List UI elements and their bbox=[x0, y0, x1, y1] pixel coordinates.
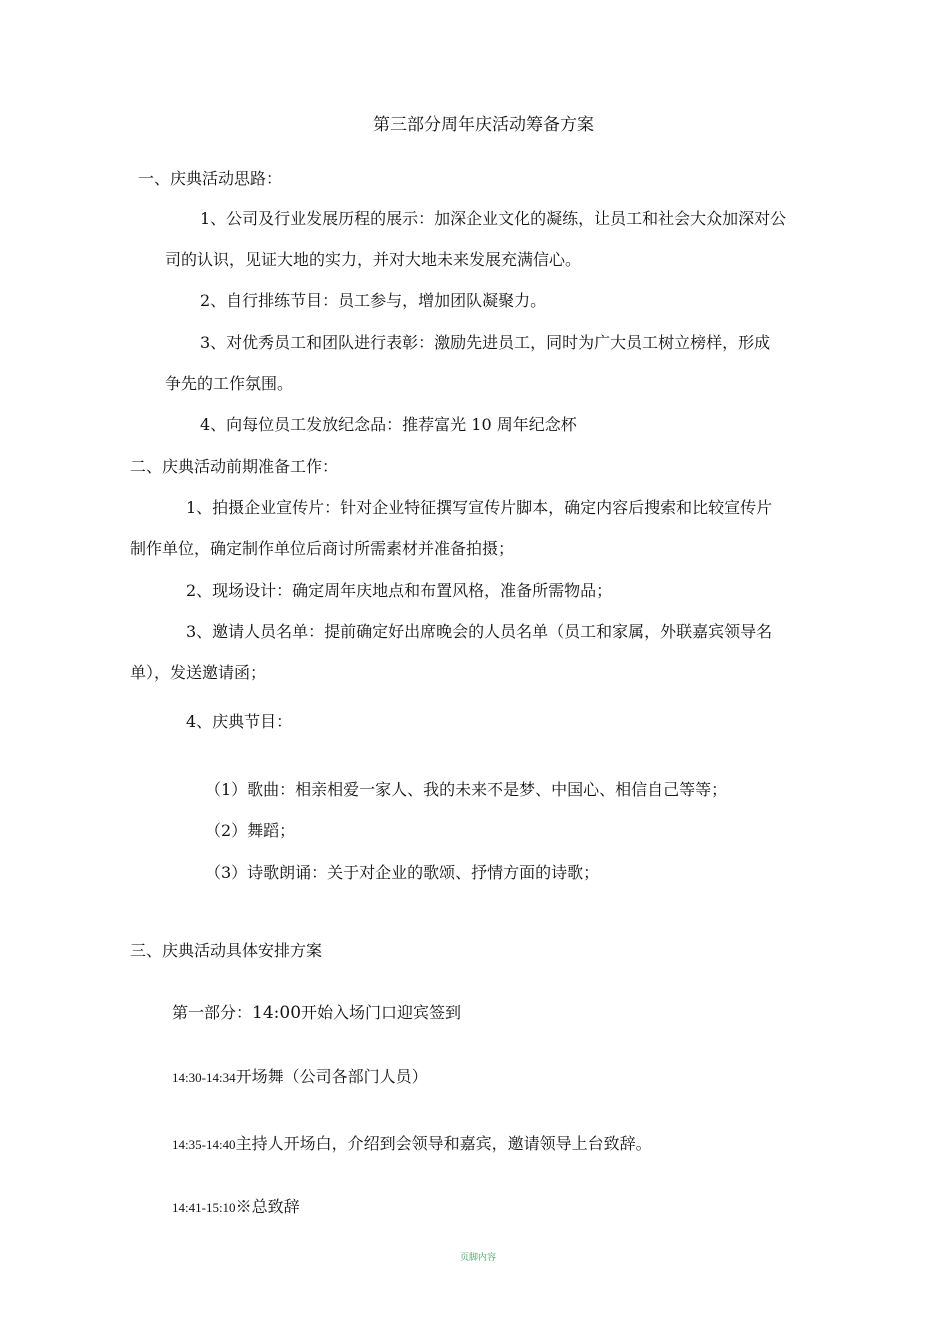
list-item: （1）歌曲：相亲相爱一家人、我的未来不是梦、中国心、相信自己等等； bbox=[205, 780, 728, 799]
paragraph: 单），发送邀请函； bbox=[130, 663, 267, 682]
schedule-time: 14:35-14:40 bbox=[172, 1137, 236, 1152]
paragraph: 1、拍摄企业宣传片：针对企业特征撰写宣传片脚本，确定内容后搜索和比较宣传片 bbox=[186, 498, 773, 517]
schedule-time: 14:41-15:10 bbox=[172, 1200, 236, 1215]
paragraph: 4、向每位员工发放纪念品：推荐富光 10 周年纪念杯 bbox=[200, 415, 577, 434]
list-item: （2）舞蹈； bbox=[205, 821, 296, 840]
section-heading: 三、庆典活动具体安排方案 bbox=[130, 941, 323, 960]
part-label: 第一部分： bbox=[172, 1003, 253, 1022]
schedule-text: 开场舞（公司各部门人员） bbox=[235, 1067, 428, 1086]
paragraph: 4、庆典节目： bbox=[186, 712, 293, 731]
schedule-text: 主持人开场白，介绍到会领导和嘉宾，邀请领导上台致辞。 bbox=[235, 1134, 652, 1153]
schedule-part-1 bbox=[172, 1002, 461, 1024]
page-footer: 页脚内容 bbox=[459, 1253, 496, 1263]
paragraph: 3、对优秀员工和团队进行表彰：激励先进员工，同时为广大员工树立榜样，形成 bbox=[200, 333, 771, 352]
list-item: （3）诗歌朗诵：关于对企业的歌颂、抒情方面的诗歌； bbox=[205, 863, 600, 882]
paragraph: 争先的工作氛围。 bbox=[165, 374, 294, 393]
paragraph: 2、自行排练节目：员工参与，增加团队凝聚力。 bbox=[200, 291, 547, 310]
schedule-row bbox=[172, 1066, 428, 1089]
paragraph: 1、公司及行业发展历程的展示：加深企业文化的凝练，让员工和社会大众加深对公 bbox=[200, 209, 787, 228]
paragraph: 3、邀请人员名单：提前确定好出席晚会的人员名单（员工和家属，外联嘉宾领导名 bbox=[186, 622, 773, 641]
section-heading: 二、庆典活动前期准备工作： bbox=[130, 457, 339, 476]
schedule-row bbox=[172, 1196, 300, 1219]
page-title: 第三部分周年庆活动筹备方案 bbox=[373, 115, 594, 135]
schedule-time: 14:00 bbox=[252, 1003, 302, 1023]
paragraph: 2、现场设计：确定周年庆地点和布置风格，准备所需物品； bbox=[186, 581, 613, 600]
schedule-text: 开始入场门口迎宾签到 bbox=[301, 1003, 462, 1022]
schedule-time: 14:30-14: bbox=[172, 1070, 223, 1085]
paragraph: 制作单位，确定制作单位后商讨所需素材并准备拍摄； bbox=[130, 539, 515, 558]
paragraph: 司的认识，见证大地的实力，并对大地未来发展充满信心。 bbox=[165, 250, 582, 269]
section-heading: 一、庆典活动思路： bbox=[138, 169, 283, 188]
schedule-row bbox=[172, 1133, 652, 1156]
schedule-time-end: 34 bbox=[222, 1070, 236, 1085]
schedule-text: ※总致辞 bbox=[235, 1197, 300, 1216]
